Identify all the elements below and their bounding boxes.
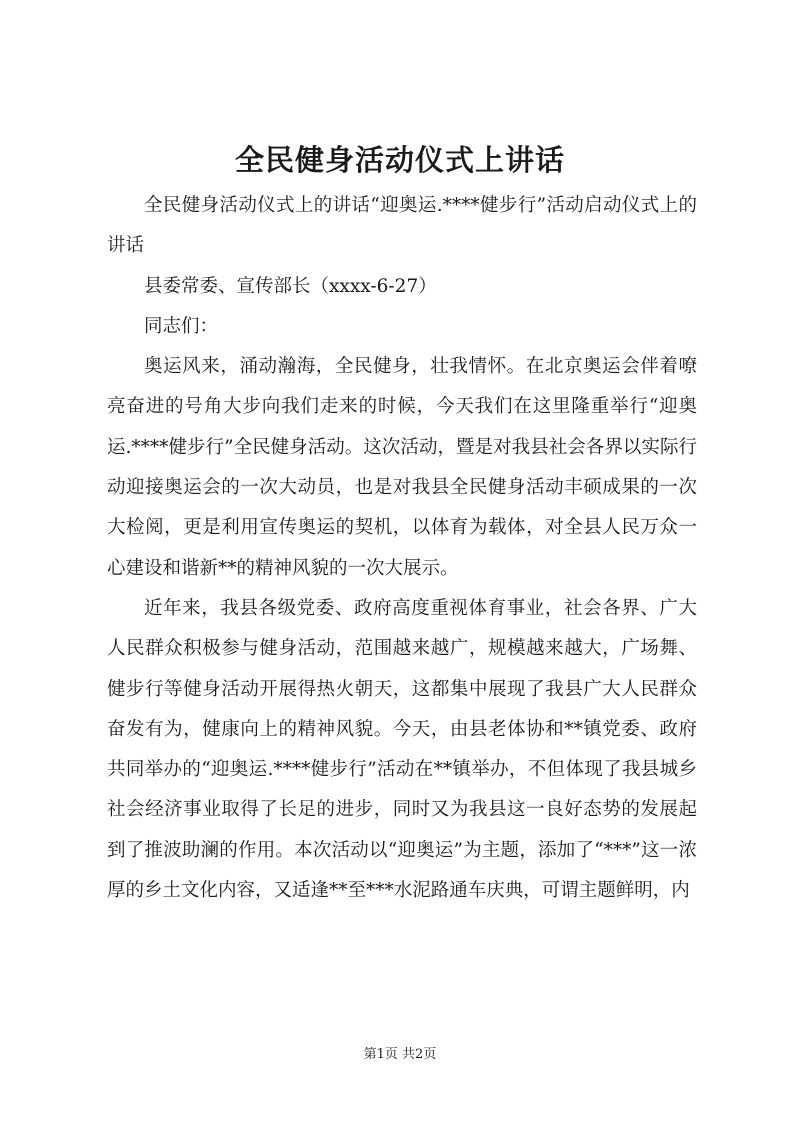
page-footer: 第1页 共2页 bbox=[363, 1047, 437, 1062]
paragraph-speaker: 县委常委、宣传部长（xxxx-6-27） bbox=[144, 275, 437, 297]
paragraph-subtitle: 全民健身活动仪式上的讲话“迎奥运.****健步行”活动启动仪式上的讲话 bbox=[107, 195, 697, 257]
paragraph-body-2: 近年来，我县各级党委、政府高度重视体育事业，社会各界、广大人民群众积极参与健身活动，范围越来越广，规模越来越大，广场舞、健步行等健身活动开展得热火朝天，这都集中展现了我县广大人民群众奋发有为，健康向上的精神风貌。今天，由县老体协和**镇党委、政府共同举办的“迎奥运.****健步行”活动在**镇举办，不但体现了我县城乡社会经济事业取得了长足的进步，同时又为我县这一良好态势的发展起到了推波助澜的作用。本次活动以“迎奥运”为主题，添加了“***”这一浓厚的乡土文化内容，又适逢**至***水泥路通车庆典，可谓主题鲜明，内 bbox=[107, 597, 697, 902]
paragraph-salutation: 同志们： bbox=[144, 315, 219, 337]
document-title: 全民健身活动仪式上讲话 bbox=[234, 143, 565, 177]
paragraph-body-1: 奥运风来，涌动瀚海，全民健身，壮我情怀。在北京奥运会伴着嘹亮奋进的号角大步向我们走来的时候，今天我们在这里隆重举行“迎奥运.****健步行”全民健身活动。这次活动，暨是对我县社会各界以实际行动迎接奥运会的一次大动员，也是对我县全民健身活动丰硕成果的一次大检阅，更是利用宣传奥运的契机，以体育为载体，对全县人民万众一心建设和谐新**的精神风貌的一次大展示。 bbox=[107, 356, 697, 579]
document-body bbox=[107, 186, 697, 911]
